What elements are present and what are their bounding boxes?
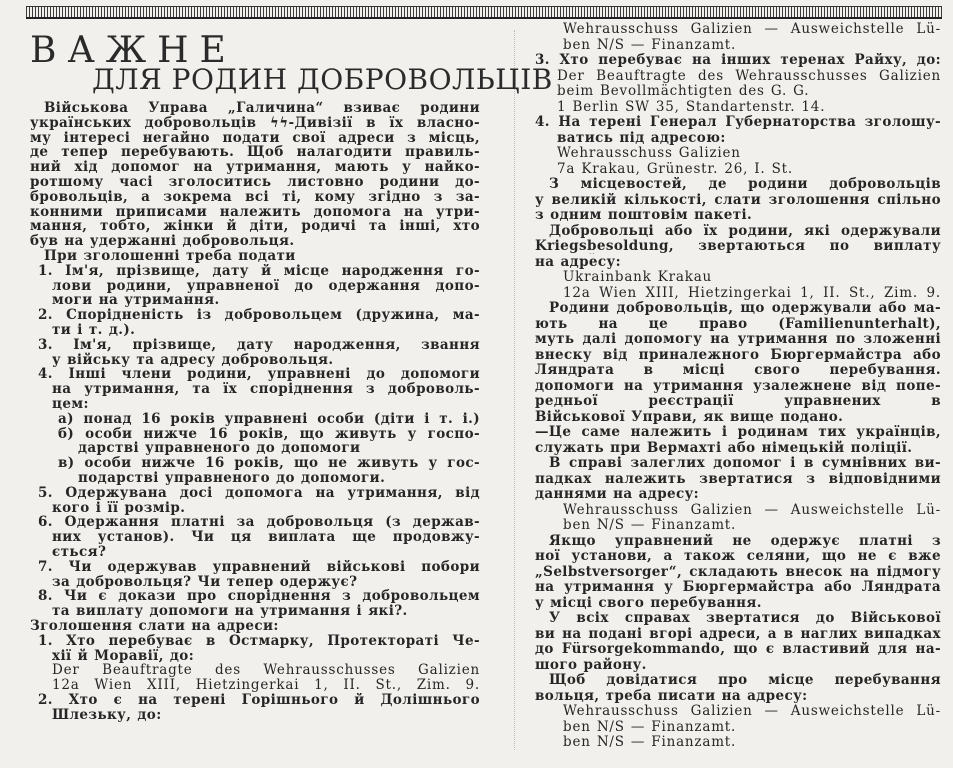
text-line: Wehrausschuss Galizien — Ausweichstelle Lü- <box>563 22 941 37</box>
text-line: Щоб довідатися про місце перебування <box>549 673 941 688</box>
text-line: кого і її розмір. <box>52 499 186 516</box>
text-line: ben N/S — Finanzamt. <box>563 36 737 53</box>
text-line: шого району. <box>535 656 647 673</box>
text-line: хії й Моравії, до: <box>52 647 195 664</box>
text-line: Ukrainbank Krakau <box>563 269 713 285</box>
text-line: Der Beauftragte des Wehrausschusses Galizien <box>557 68 941 84</box>
text-line: у великій кількості, слати зголошення спільно <box>535 192 941 208</box>
text-line: Kriegsbesoldung, звертаються по виплату <box>535 239 941 254</box>
text-line: них установ). Чи ця виплата ще продовжу- <box>52 530 480 546</box>
text-line: конними приписами належить допомога на утри- <box>30 204 480 220</box>
article-subtitle: ДЛЯ РОДИН ДОБРОВОЛЬЦІВ <box>92 63 553 96</box>
article-title: ВАЖНЕ <box>30 30 237 71</box>
header-rule <box>26 6 942 19</box>
text-line: на утримання, та їх споріднення з доброволь- <box>52 382 480 398</box>
text-line: та виплату допомоги на утримання і які?. <box>52 603 408 620</box>
text-line: Зголошення слати на адреси: <box>30 618 279 634</box>
text-line: ють на це право (Familienunterhalt), <box>535 316 941 332</box>
text-line: При зголошенні треба подати <box>44 248 296 264</box>
text-line: даннями на адресу: <box>535 486 700 502</box>
text-line: Військова Управа „Галичина“ взиває родини <box>44 101 480 116</box>
text-line: 1. Хто перебуває в Остмарку, Протектораті Че- <box>38 633 480 649</box>
text-line: допомоги на утримання узалежнене від попе- <box>535 378 941 394</box>
text-line: на адресу: <box>535 253 621 270</box>
text-line: —Це саме належить і родинам тих українців, <box>535 425 941 440</box>
text-line: за добровольця? Чи тепер одержує? <box>52 573 358 590</box>
text-line: У всіх справах звертатися до Військової <box>549 611 941 626</box>
text-line: в) особи нижче 16 років, що не живуть у гос- <box>58 456 480 472</box>
text-line: 6. Одержання платні за добровольця (з держав- <box>38 515 480 531</box>
text-line: муть далі допомогу на утримання по зложенні <box>535 332 941 347</box>
text-line: Wehrausschuss Galizien — Ausweichstelle Lü- <box>563 502 941 518</box>
text-line: 12a Wien XIII, Hietzingerkai 1, II. St., Zim. 9. <box>52 678 480 694</box>
text-line: „Selbstversorger“, складають внесок на підмогу <box>535 564 941 580</box>
text-line: на утримання у Бюргермайстра або Ляндрата <box>535 580 941 595</box>
text-line: 1 Berlin SW 35, Standartenstr. 14. <box>557 98 826 115</box>
text-line: у війську та адресу добровольця. <box>52 351 334 368</box>
text-line: Ляндрата в місці свого перебування. <box>535 363 941 378</box>
text-line: ється? <box>52 544 107 560</box>
text-line: Шлезьку, до: <box>52 706 162 723</box>
text-line: 5. Одержувана досі допомога на утримання, від <box>38 485 480 501</box>
text-line: був на удержанні добровольця. <box>30 233 295 250</box>
text-line: ви на подані вгорі адреси, а в наглих випадках <box>535 626 941 642</box>
text-line: моги на утримання. <box>52 292 220 309</box>
text-line: 4. На терені Генерал Губернаторства зголошу- <box>535 115 941 130</box>
text-line: внеску від приналежного Бюргермайстра або <box>535 347 941 363</box>
text-line: ний хід допомог на утримання, мають у найко- <box>30 160 480 176</box>
text-line: редньої реєстрації управнених в <box>535 394 941 409</box>
text-line: 12a Wien XIII, Hietzingerkai 1, II. St., Zim. 9. <box>563 285 941 301</box>
text-line: 2. Спорідненість із добровольцем (дружина, ма- <box>38 308 480 324</box>
text-line: В справі залеглих допомог і в сумнівних ви- <box>549 456 941 471</box>
text-line: 1. Ім'я, прізвище, дату й місце народження го- <box>38 263 480 279</box>
text-line: де тепер перебувають. Щоб налагодити правиль- <box>30 145 480 161</box>
text-line: у місці свого перебування. <box>535 594 762 611</box>
text-line: дарстві управненого до допомоги <box>78 440 361 457</box>
text-line: 7. Чи одержував управнений військові побори <box>38 559 480 575</box>
text-line: Wehrausschuss Galizien — Ausweichstelle Lü- <box>563 704 941 719</box>
text-line: падках належить звертатися з відповідними <box>535 471 941 487</box>
text-line: 4. Інші члени родини, управнені до допомоги <box>38 367 480 383</box>
text-line: 7a Krakau, Grünestr. 26, I. St. <box>557 160 793 177</box>
text-line: ben N/S — Finanzamt. <box>563 517 737 533</box>
text-line: ben N/S — Finanzamt. <box>563 734 737 750</box>
text-line: beim Bevollmächtigten des G. G. <box>557 83 810 99</box>
text-line: 3. Ім'я, прізвище, дату народження, звання <box>38 337 480 353</box>
text-line: Військової Управи, як вище подано. <box>535 408 844 425</box>
column-divider <box>514 30 515 750</box>
left-column <box>30 101 480 741</box>
text-line: Der Beauftragte des Wehrausschusses Galizien <box>52 663 480 679</box>
text-line: до Fürsorgekommando, що є властивий для на- <box>535 642 941 657</box>
right-column <box>535 22 941 762</box>
text-line: ти і т. д.). <box>52 322 136 338</box>
text-line: му інтересі негайно подати свої адреси з місць, <box>30 130 480 146</box>
text-line: ben N/S — Finanzamt. <box>563 718 737 735</box>
text-line: бровольців, а зокрема всі ті, кому згідно з за- <box>30 189 480 205</box>
text-line: Родини добровольців, що одержували або ма- <box>549 301 941 316</box>
text-line: 3. Хто перебуває на інших теренах Райху, до: <box>535 53 941 68</box>
text-line: Wehrausschuss Galizien <box>557 145 741 161</box>
text-line: з одним поштовім пакеті. <box>535 207 753 223</box>
text-line: служать при Вермахті або німецькій поліції. <box>535 439 913 456</box>
text-line: вольця, треба писати на адресу: <box>535 687 808 704</box>
text-line: цем: <box>52 396 89 412</box>
text-line: ної установи, а також селяни, що не є вже <box>535 549 941 564</box>
text-line: ротшому часі зголоситись листовно родини до- <box>30 175 480 190</box>
text-line: ватись під адресою: <box>557 129 726 146</box>
text-line: а) понад 16 років управнені особи (діти і т. і.) <box>58 411 480 427</box>
text-line: З місцевостей, де родини добровольців <box>549 177 941 192</box>
text-line: 8. Чи є докази про споріднення з добровольцем <box>38 589 480 605</box>
text-line: мання, тобто, жінки й діти, родичі та інші, хто <box>30 219 480 235</box>
text-line: Якщо управнений не одержує платні з <box>549 533 941 549</box>
text-line: 2. Хто є на терені Горішнього й Долішнього <box>38 693 480 708</box>
text-line: Добровольці або їх родини, які одержували <box>549 223 941 239</box>
text-line: б) особи нижче 16 років, що живуть у госпо- <box>58 426 480 442</box>
text-line: українських добровольців ϟϟ-Дивізії в їх власно- <box>30 115 480 131</box>
text-line: подарстві управненого до допомоги. <box>78 470 386 486</box>
text-line: лови родини, управненої до одержання допо- <box>52 278 480 294</box>
